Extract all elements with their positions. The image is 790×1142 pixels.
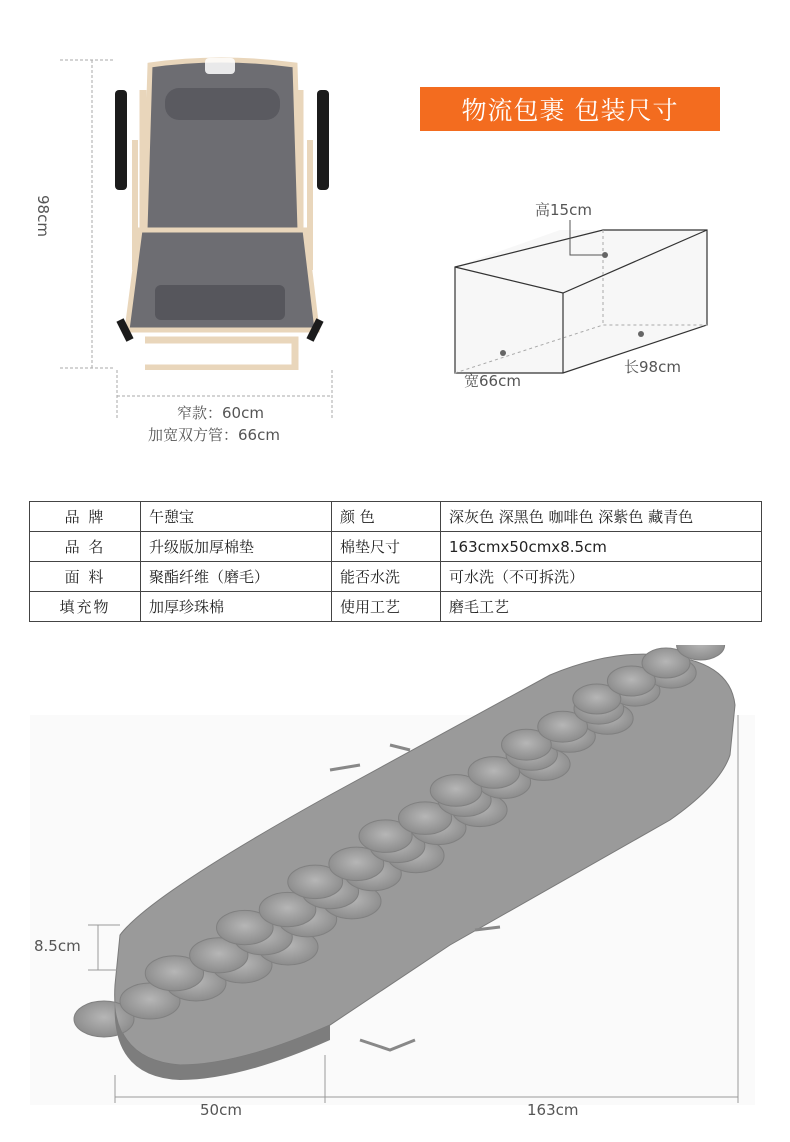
spec-cell-v2: 163cmx50cmx8.5cm [441,532,762,562]
spec-cell-k1: 品 牌 [30,502,141,532]
spec-row [30,502,762,532]
chair-width-wide: 加宽双方管：66cm [148,426,280,444]
package-height: 高15cm [535,201,592,219]
cushion-width: 50cm [200,1101,242,1119]
cushion-image [30,645,755,1115]
package-length: 长98cm [624,358,681,376]
spec-cell-v2: 可水洗（不可拆洗） [441,562,762,592]
spec-cell-v1: 聚酯纤维（磨毛） [141,562,332,592]
spec-cell-v2: 深灰色 深黑色 咖啡色 深紫色 藏青色 [441,502,762,532]
spec-cell-k1: 填充物 [30,592,141,622]
package-banner: 物流包裹 包装尺寸 [420,87,720,131]
spec-cell-v1: 加厚珍珠棉 [141,592,332,622]
chair-width-narrow: 窄款：60cm [177,404,264,422]
spec-row [30,532,762,562]
spec-cell-v1: 升级版加厚棉垫 [141,532,332,562]
cushion-length: 163cm [527,1101,579,1119]
spec-cell-k1: 品 名 [30,532,141,562]
spec-cell-k2: 棉垫尺寸 [332,532,441,562]
spec-cell-v1: 午憩宝 [141,502,332,532]
chair-image [55,50,345,370]
cushion-thickness: 8.5cm [34,937,81,955]
chair-height-label: 98cm [34,195,52,237]
spec-cell-v2: 磨毛工艺 [441,592,762,622]
spec-cell-k2: 颜 色 [332,502,441,532]
spec-table [29,501,762,622]
spec-cell-k2: 能否水洗 [332,562,441,592]
spec-row [30,562,762,592]
package-width: 宽66cm [464,372,521,390]
spec-cell-k2: 使用工艺 [332,592,441,622]
spec-cell-k1: 面 料 [30,562,141,592]
spec-row [30,592,762,622]
